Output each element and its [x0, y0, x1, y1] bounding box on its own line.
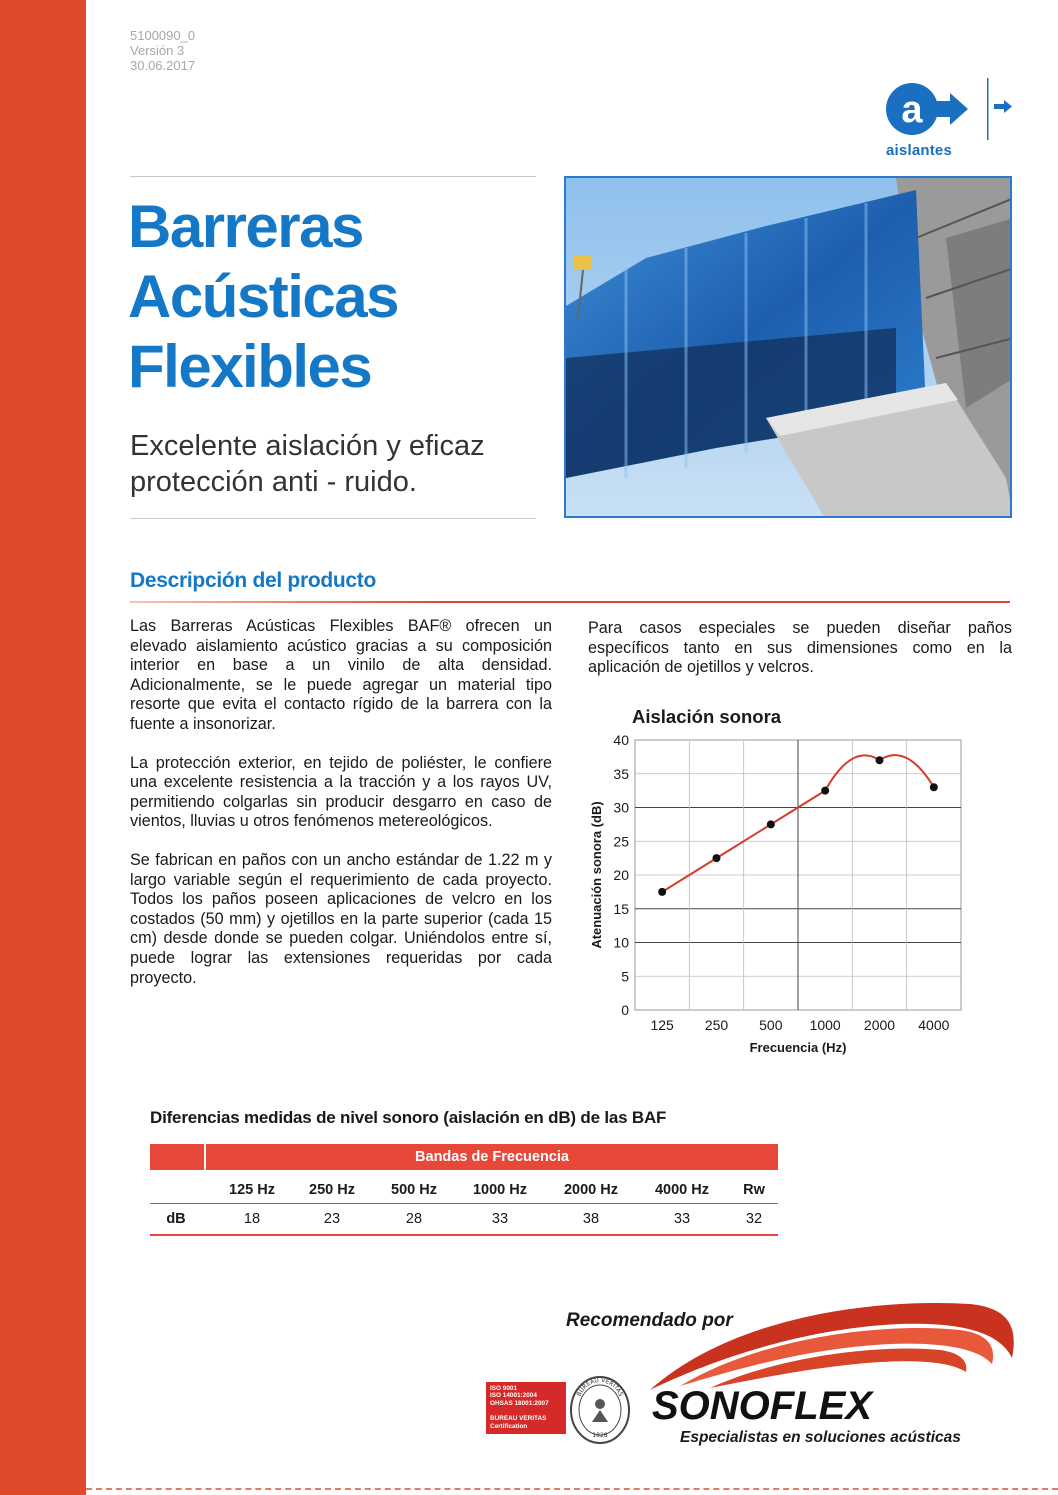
table-header-cell: 125 Hz: [229, 1182, 275, 1198]
table-header-cell: 250 Hz: [309, 1182, 355, 1198]
subtitle-line: Excelente aislación y eficaz: [130, 430, 485, 462]
sonoflex-swoosh-icon: [640, 1298, 1020, 1396]
chart-y-tick-label: 30: [613, 799, 629, 816]
sonoflex-logo-text: SONOFLEX: [652, 1384, 873, 1428]
table-cell: 33: [491, 1211, 509, 1227]
chart-data-point: [821, 787, 829, 795]
table-band-corner: [150, 1144, 204, 1170]
document-meta: [130, 28, 195, 73]
chart-y-tick-label: 40: [613, 732, 629, 748]
chart-x-tick-label: 1000: [809, 1017, 841, 1033]
bureau-veritas-certification-badge: [486, 1382, 566, 1434]
table-header-rule: [150, 1203, 778, 1204]
table-bottom-rule: [150, 1234, 778, 1236]
chart-data-point: [658, 888, 666, 896]
description-paragraph: Las Barreras Acústicas Flexibles BAF® ofrecen un elevado aislamiento acústico gracias a su composición interior en base a un vinilo de alta densidad. Adicionalmente, se le puede agregar un material tipo resorte que evita el contacto rígido de la barrera con la fuente a insonorizar.: [130, 617, 552, 733]
table-band-header: [150, 1144, 778, 1170]
subtitle-bottom-rule: [130, 518, 536, 519]
description-paragraph: La protección exterior, en tejido de poliéster, le confiere una excelente resistencia a la tracción y a los rayos UV, permitiendo colgarlas sin producir desgarro en caso de vientos, lluvias u otros fenómenos metereológicos.: [130, 753, 552, 831]
title-line: Acústicas: [128, 263, 398, 330]
table-cell: 33: [673, 1211, 691, 1227]
chart-x-tick-label: 2000: [863, 1017, 896, 1033]
chart-data-point: [713, 854, 721, 862]
document-date: 30.06.2017: [130, 58, 196, 73]
chart-x-axis-label: Frecuencia (Hz): [749, 1040, 847, 1055]
svg-text:BUREAU VERITAS: BUREAU VERITAS: [575, 1376, 625, 1398]
bottom-dashed-border: [86, 1488, 1058, 1490]
iso-line: ISO 14001:2004: [490, 1392, 537, 1400]
table-row: [150, 1209, 778, 1231]
table-cell: 28: [405, 1211, 423, 1227]
chart-y-tick-label: 25: [613, 833, 629, 850]
chart-y-tick-label: 5: [621, 968, 629, 985]
chart-data-point: [930, 783, 938, 791]
chart-y-tick-label: 20: [613, 867, 629, 883]
iso-line: OHSAS 18001:2007: [490, 1399, 549, 1407]
description-paragraph: Para casos especiales se pueden diseñar paños específicos tanto en sus dimensiones como en la aplicación de ojetillos y velcros.: [588, 619, 1012, 677]
table-cell: 23: [323, 1211, 341, 1227]
recommended-by-text: Recomendado por: [566, 1310, 733, 1331]
product-photo: [564, 176, 1012, 518]
table-header-cell: 500 Hz: [391, 1182, 437, 1198]
section-rule: [130, 601, 1010, 603]
description-right-column: [588, 619, 1012, 678]
document-version: Versión 3: [130, 43, 185, 58]
table-row-label: dB: [166, 1211, 186, 1227]
table-cell: 32: [745, 1211, 763, 1227]
iso-line: ISO 9001: [490, 1385, 518, 1392]
table-header-row: [150, 1180, 778, 1202]
description-paragraph: Se fabrican en paños con un ancho estándar de 1.22 m y largo variable según el requerimiento de cada proyecto. Todos los paños poseen aplicaciones de velcro en los costados (50 mm) y ojetillos en la parte superior (cada 15 cm) desde donde se pueden colgar. Uniéndolos entre sí, puede lograr las extensiones requeridas por cada proyecto.: [130, 850, 552, 987]
table-header-cell: 4000 Hz: [654, 1182, 710, 1198]
chart-y-axis-label: Atenuación sonora (dB): [589, 801, 604, 949]
page-subtitle: [130, 428, 550, 500]
title-top-rule: [130, 176, 536, 177]
chart-y-tick-label: 10: [613, 934, 629, 951]
aislantes-logo-text: aislantes: [886, 142, 953, 159]
bureau-veritas-seal-icon: [568, 1374, 632, 1446]
chart-y-tick-label: 0: [621, 1002, 629, 1018]
iso-line: Certification: [490, 1422, 528, 1430]
svg-text:1828: 1828: [592, 1432, 608, 1439]
sonoflex-tagline: Especialistas en soluciones acústicas: [680, 1429, 961, 1446]
chart-x-tick-label: 125: [650, 1017, 674, 1033]
section-heading: Descripción del producto: [130, 569, 376, 592]
sound-isolation-chart: [580, 728, 980, 1064]
chart-y-tick-label: 15: [613, 900, 629, 917]
table-band-label: Bandas de Frecuencia: [206, 1144, 778, 1170]
chart-data-point: [767, 820, 775, 828]
title-line: Barreras: [128, 193, 363, 260]
table-header-cell: 2000 Hz: [563, 1182, 619, 1198]
page-title: [128, 192, 548, 402]
table-cell: 38: [582, 1211, 600, 1227]
chart-title: Aislación sonora: [632, 706, 782, 727]
title-line: Flexibles: [128, 333, 372, 400]
table-title: Diferencias medidas de nivel sonoro (aislación en dB) de las BAF: [150, 1108, 667, 1127]
chart-y-tick-label: 35: [613, 765, 629, 782]
iso-line: BUREAU VERITAS: [490, 1415, 547, 1423]
chart-x-tick-label: 250: [704, 1017, 729, 1033]
chart-x-tick-label: 4000: [918, 1017, 950, 1033]
left-accent-bar: [0, 0, 86, 1495]
chart-x-tick-label: 500: [759, 1017, 783, 1033]
document-code: 5100090_0: [130, 28, 196, 43]
table-cell: 18: [243, 1211, 261, 1227]
table-header-cell: Rw: [743, 1182, 765, 1198]
svg-text:a: a: [901, 89, 923, 131]
chart-data-point: [876, 756, 884, 764]
subtitle-line: protección anti - ruido.: [130, 466, 417, 498]
description-left-column: [130, 617, 552, 1007]
table-header-cell: 1000 Hz: [472, 1182, 528, 1198]
